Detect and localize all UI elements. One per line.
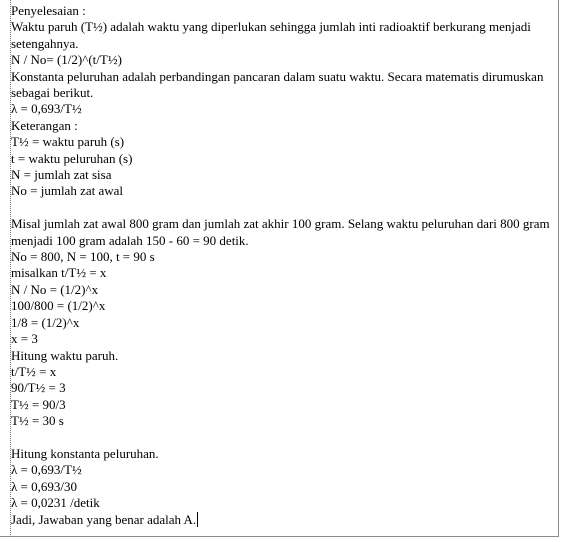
text-line: t = waktu peluruhan (s) [11,150,133,166]
paragraph-line: Waktu paruh (T½) adalah waktu yang diperlukan sehingga jumlah inti radioaktif berkurang menjadi setengahnya. [11,19,531,51]
formula-line: 90/T½ = 3 [11,380,66,396]
text-line: Hitung waktu paruh. [11,347,119,363]
formula-line: t/T½ = x [11,363,57,379]
text-line: Keterangan : [11,117,78,133]
formula-line: 100/800 = (1/2)^x [11,298,106,314]
formula-line: T½ = 90/3 [11,396,66,412]
formula-line: λ = 0,693/30 [11,478,77,494]
heading-line: Penyelesaian : [11,3,86,18]
formula-line: λ = 0,693/T½ [11,101,82,117]
text-line: misalkan t/T½ = x [11,265,107,281]
blank-line [11,430,556,446]
blank-line [11,200,556,216]
formula-line: T½ = 30 s [11,413,64,429]
formula-line: 1/8 = (1/2)^x [11,314,80,330]
text-line: No = 800, N = 100, t = 90 s [11,249,155,265]
text-line: N = jumlah zat sisa [11,167,112,183]
text-line: Hitung konstanta peluruhan. [11,445,159,461]
text-line: No = jumlah zat awal [11,183,124,199]
answer-text: Jadi, Jawaban yang benar adalah A. [11,511,197,527]
formula-line: λ = 0,693/T½ [11,462,82,478]
paragraph-line: Misal jumlah zat awal 800 gram dan jumlah zat akhir 100 gram. Selang waktu peluruhan dari 800 gram menjadi 100 gram adalah 150 - 60 = 90 detik. [11,216,550,248]
text-cursor [197,512,198,527]
formula-line: λ = 0,0231 /detik [11,495,100,511]
text-line: T½ = waktu paruh (s) [11,134,125,150]
formula-line: x = 3 [11,331,38,347]
formula-line: N / No= (1/2)^(t/T½) [11,52,122,68]
formula-line: N / No = (1/2)^x [11,281,99,297]
document-body[interactable] [11,3,556,528]
answer-line [11,512,556,528]
paragraph-line: Konstanta peluruhan adalah perbandingan pancaran dalam suatu waktu. Secara matematis dirumuskan sebagai berikut. [11,68,544,101]
